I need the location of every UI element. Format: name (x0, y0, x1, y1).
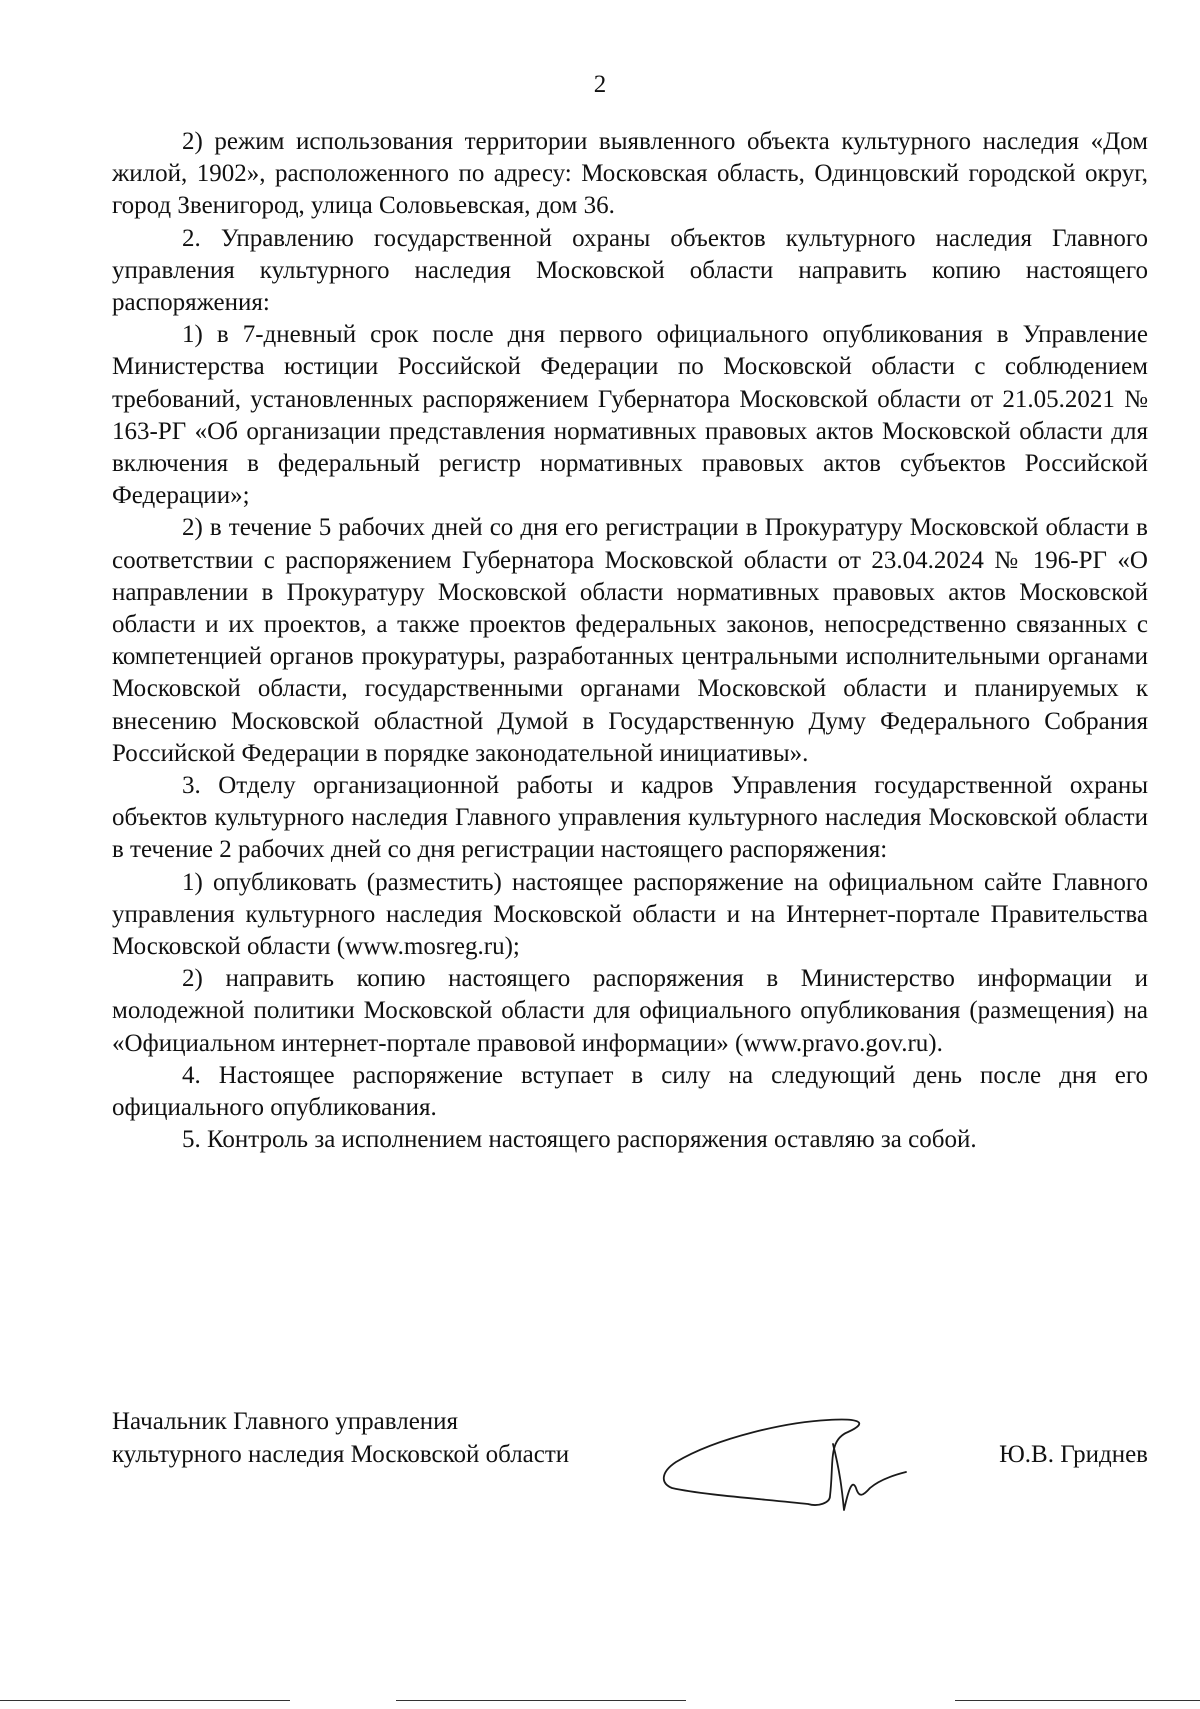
handwritten-signature (658, 1392, 988, 1512)
signatory-name: Ю.В. Гриднев (999, 1440, 1148, 1468)
signatory-position-line-1: Начальник Главного управления (112, 1408, 459, 1435)
document-body (112, 126, 1148, 1157)
footer-rule-right (955, 1700, 1200, 1701)
page-number: 2 (593, 71, 607, 98)
signature-block (112, 1406, 1148, 1526)
paragraph-item-3: 3. Отделу организационной работы и кадров Управления государственной охраны объектов культурного наследия Главного управления культурного наследия Московской области в течение 2 рабочих дней со дня регистрации настоящего распоряжения: (112, 772, 1148, 864)
signatory-position-line-2: культурного наследия Московской области (112, 1440, 570, 1468)
paragraph-item-2-1: 1) в 7-дневный срок после дня первого официального опубликования в Управление Министерства юстиции Российской Федерации по Московской области с соблюдением требований, установленных распоряжением Губернатора Московской области от 21.05.2021 № 163-РГ «Об организации представления нормативных правовых актов Московской области для включения в федеральный регистр нормативных правовых актов субъектов Российской Федерации»; (112, 321, 1148, 510)
paragraph-item-3-1: 1) опубликовать (разместить) настоящее распоряжение на официальном сайте Главного управления культурного наследия Московской области и на Интернет-портале Правительства Московской области (www.mosreg.ru); (112, 868, 1148, 961)
paragraph-item-2: 2. Управлению государственной охраны объектов культурного наследия Главного управления культурного наследия Московской области направить копию настоящего распоряжения: (112, 224, 1148, 317)
paragraph-item-5: 5. Контроль за исполнением настоящего распоряжения оставляю за собой. (182, 1126, 977, 1154)
paragraph-item-2-2: 2) в течение 5 рабочих дней со дня его регистрации в Прокуратуру Московской области в соответствии с распоряжением Губернатора Московской области от 23.04.2024 № 196-РГ «О направлении в Прокуратуру Московской области нормативных правовых актов Московской области и их проектов, а также проектов федеральных законов, непосредственно связанных с компетенцией органов прокуратуры, разработанных центральными исполнительными органами Московской области, государственными органами Московской области и планируемых к внесению Московской областной Думой в Государственную Думу Федерального Собрания Российской Федерации в порядке законодательной инициативы». (112, 514, 1148, 767)
signatory-position (112, 1406, 569, 1471)
paragraph-item-3-2: 2) направить копию настоящего распоряжения в Министерство информации и молодежной политики Московской области для официального опубликования (размещения) на «Официальном интернет-портале правовой информации» (www.pravo.gov.ru). (112, 965, 1148, 1057)
footer-rule-left (0, 1700, 290, 1701)
paragraph-usage-regime: 2) режим использования территории выявленного объекта культурного наследия «Дом жилой, 1902», расположенного по адресу: Московская область, Одинцовский городской округ, город Звенигород, улица Соловьевская, дом 36. (112, 128, 1148, 220)
paragraph-item-4: 4. Настоящее распоряжение вступает в силу на следующий день после дня его официального опубликования. (112, 1061, 1148, 1122)
footer-rule-center (396, 1700, 686, 1701)
